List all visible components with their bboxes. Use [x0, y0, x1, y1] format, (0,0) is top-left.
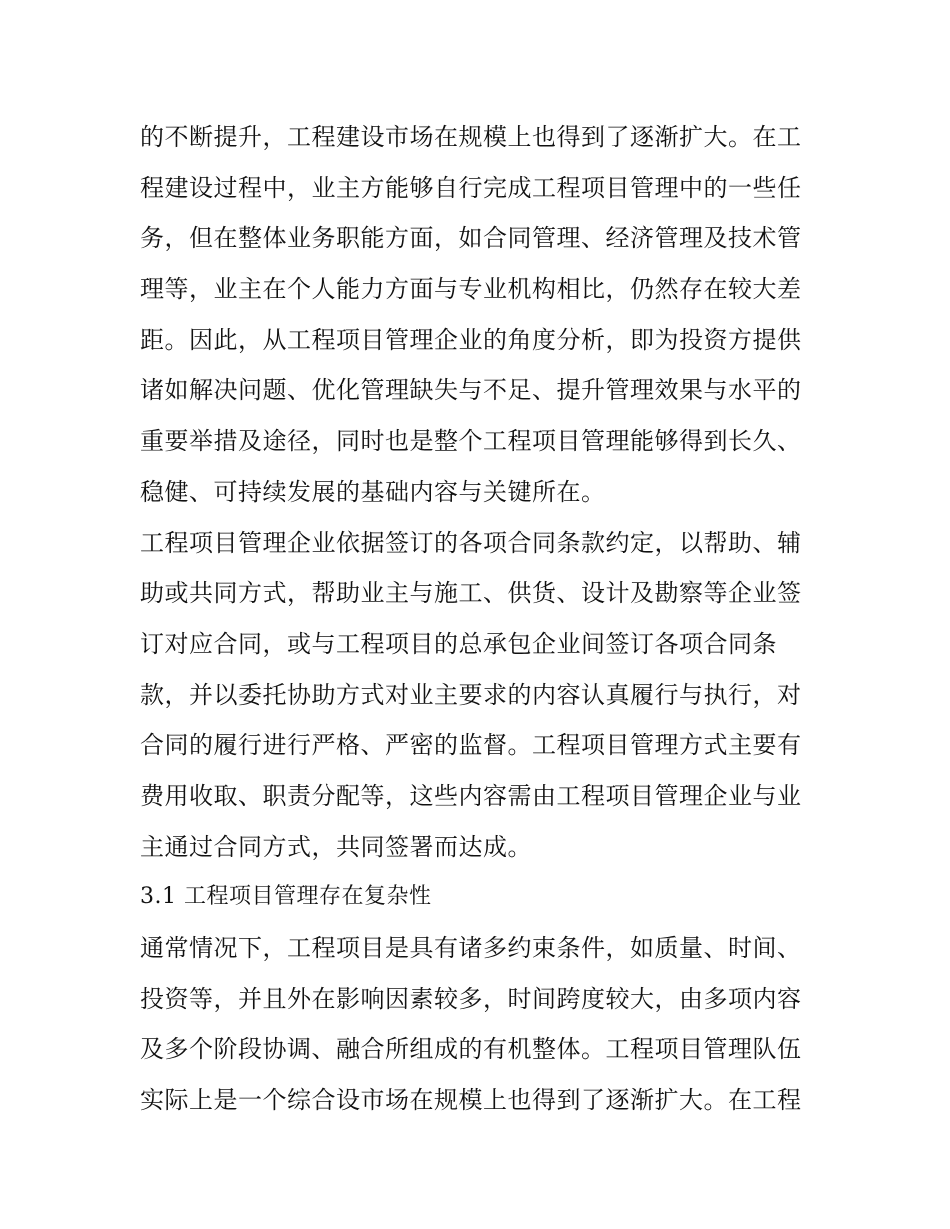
text-line: 工程项目管理企业依据签订的各项合同条款约定，以帮助、辅	[140, 528, 802, 557]
text-line: 订对应合同，或与工程项目的总承包企业间签订各项合同条	[140, 629, 777, 658]
text-line: 投资等，并且外在影响因素较多，时间跨度较大，由多项内容	[140, 984, 802, 1013]
text-line: 合同的履行进行严格、严密的监督。工程项目管理方式主要有	[140, 731, 802, 760]
text-line: 的不断提升，工程建设市场在规模上也得到了逐渐扩大。在工	[140, 123, 802, 151]
text-line: 助或共同方式，帮助业主与施工、供货、设计及勘察等企业签	[140, 579, 802, 608]
text-line: 重要举措及途径，同时也是整个工程项目管理能够得到长久、	[140, 427, 802, 456]
section-heading: 3.1 工程项目管理存在复杂性	[140, 884, 432, 910]
text-line: 费用收取、职责分配等，这些内容需由工程项目管理企业与业	[140, 781, 802, 810]
text-line: 款，并以委托协助方式对业主要求的内容认真履行与执行，对	[140, 680, 802, 709]
text-line: 主通过合同方式，共同签署而达成。	[140, 832, 532, 861]
text-line: 实际上是一个综合设市场在规模上也得到了逐渐扩大。在工程	[140, 1086, 802, 1115]
text-line: 稳健、可持续发展的基础内容与关键所在。	[140, 477, 606, 506]
text-line: 程建设过程中，业主方能够自行完成工程项目管理中的一些任	[140, 173, 802, 202]
document-body	[140, 112, 812, 1126]
text-line: 理等，业主在个人能力方面与专业机构相比，仍然存在较大差	[140, 275, 802, 304]
text-line: 通常情况下，工程项目是具有诸多约束条件，如质量、时间、	[140, 934, 802, 962]
text-line: 务，但在整体业务职能方面，如合同管理、经济管理及技术管	[140, 224, 802, 253]
text-line: 及多个阶段协调、融合所组成的有机整体。工程项目管理队伍	[140, 1035, 802, 1064]
text-line: 诸如解决问题、优化管理缺失与不足、提升管理效果与水平的	[140, 376, 802, 405]
text-line: 距。因此，从工程项目管理企业的角度分析，即为投资方提供	[140, 325, 802, 354]
